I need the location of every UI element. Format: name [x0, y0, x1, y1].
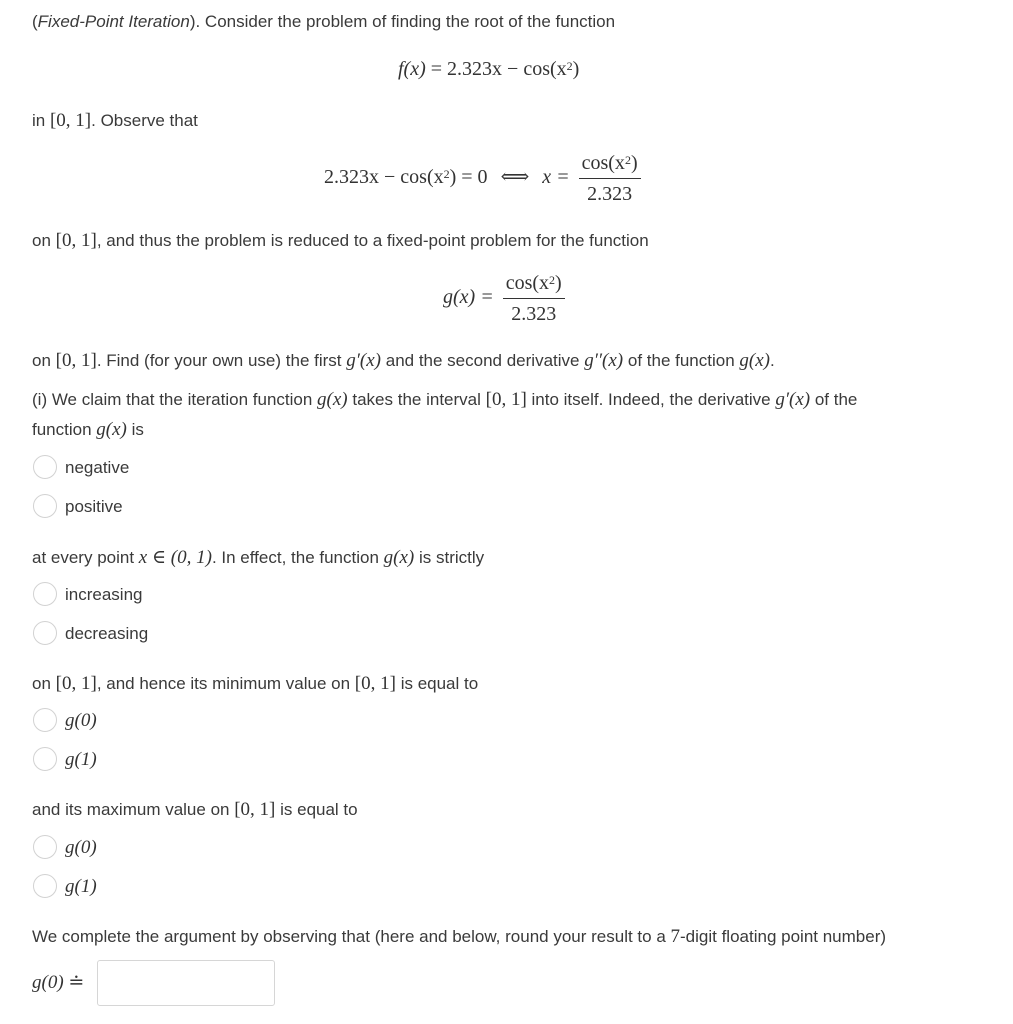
approx-equal-symbol: ≐	[68, 972, 85, 993]
claim-line-1: (i) We claim that the iteration function g(x) takes the interval [0, 1] into itself. Indeed, the derivative g′(x) of the	[32, 389, 858, 410]
radio-max-g1[interactable]	[33, 874, 57, 898]
radio-min-g1[interactable]	[33, 747, 57, 771]
fraction-cos-over-constant: $\frac{\cos(x^2)}{2.323}$	[579, 152, 641, 205]
option-decreasing-label[interactable]: decreasing	[65, 624, 149, 643]
option-max-g1-label[interactable]: g(1)	[65, 876, 97, 897]
equation-equivalence: $2.323x - \cos(x^2) = 0$ ⟺ x = $\frac{\cos(x^2)}{2.323}$	[324, 152, 645, 205]
find-text: on [0, 1]. Find (for your own use) the first g′(x) and the second derivative g′′(x) of the function g(x).	[32, 350, 775, 371]
option-negative-label[interactable]: negative	[65, 458, 130, 477]
reduced-text: on [0, 1], and thus the problem is reduced to a fixed-point problem for the function	[32, 230, 649, 251]
radio-negative[interactable]	[33, 455, 57, 479]
equation-f: $f(x) = 2.323x - \cos(x^2)$	[398, 58, 580, 80]
iff-symbol: ⟺	[500, 166, 530, 189]
every-point-text: at every point x ∈ (0, 1). In effect, the function g(x) is strictly	[32, 547, 485, 568]
fraction-g: $\frac{\cos(x^2)}{2.323}$	[503, 272, 565, 325]
maximum-text: and its maximum value on [0, 1] is equal to	[32, 799, 358, 820]
radio-min-g0[interactable]	[33, 708, 57, 732]
minimum-text: on [0, 1], and hence its minimum value on [0, 1] is equal to	[32, 673, 479, 694]
in-interval-text: in [0, 1]. Observe that	[32, 110, 198, 131]
option-min-g1-label[interactable]: g(1)	[65, 749, 97, 770]
radio-max-g0[interactable]	[33, 835, 57, 859]
answer-label: g(0) ≐	[32, 972, 85, 993]
complete-text: We complete the argument by observing that (here and below, round your result to a 7-digit floating point number)	[32, 926, 887, 947]
option-max-g0-label[interactable]: g(0)	[65, 837, 97, 858]
option-min-g0-label[interactable]: g(0)	[65, 710, 97, 731]
option-positive-label[interactable]: positive	[65, 497, 123, 516]
equation-g: g(x) = $\frac{\cos(x^2)}{2.323}$	[443, 272, 569, 325]
intro-text: (Fixed-Point Iteration). Consider the problem of finding the root of the function	[32, 12, 616, 31]
claim-line-2: function g(x) is	[32, 419, 144, 440]
answer-g0-input[interactable]	[97, 960, 275, 1006]
radio-decreasing[interactable]	[33, 621, 57, 645]
option-increasing-label[interactable]: increasing	[65, 585, 143, 604]
intro-title: Fixed-Point Iteration	[37, 12, 190, 31]
radio-increasing[interactable]	[33, 582, 57, 606]
radio-positive[interactable]	[33, 494, 57, 518]
